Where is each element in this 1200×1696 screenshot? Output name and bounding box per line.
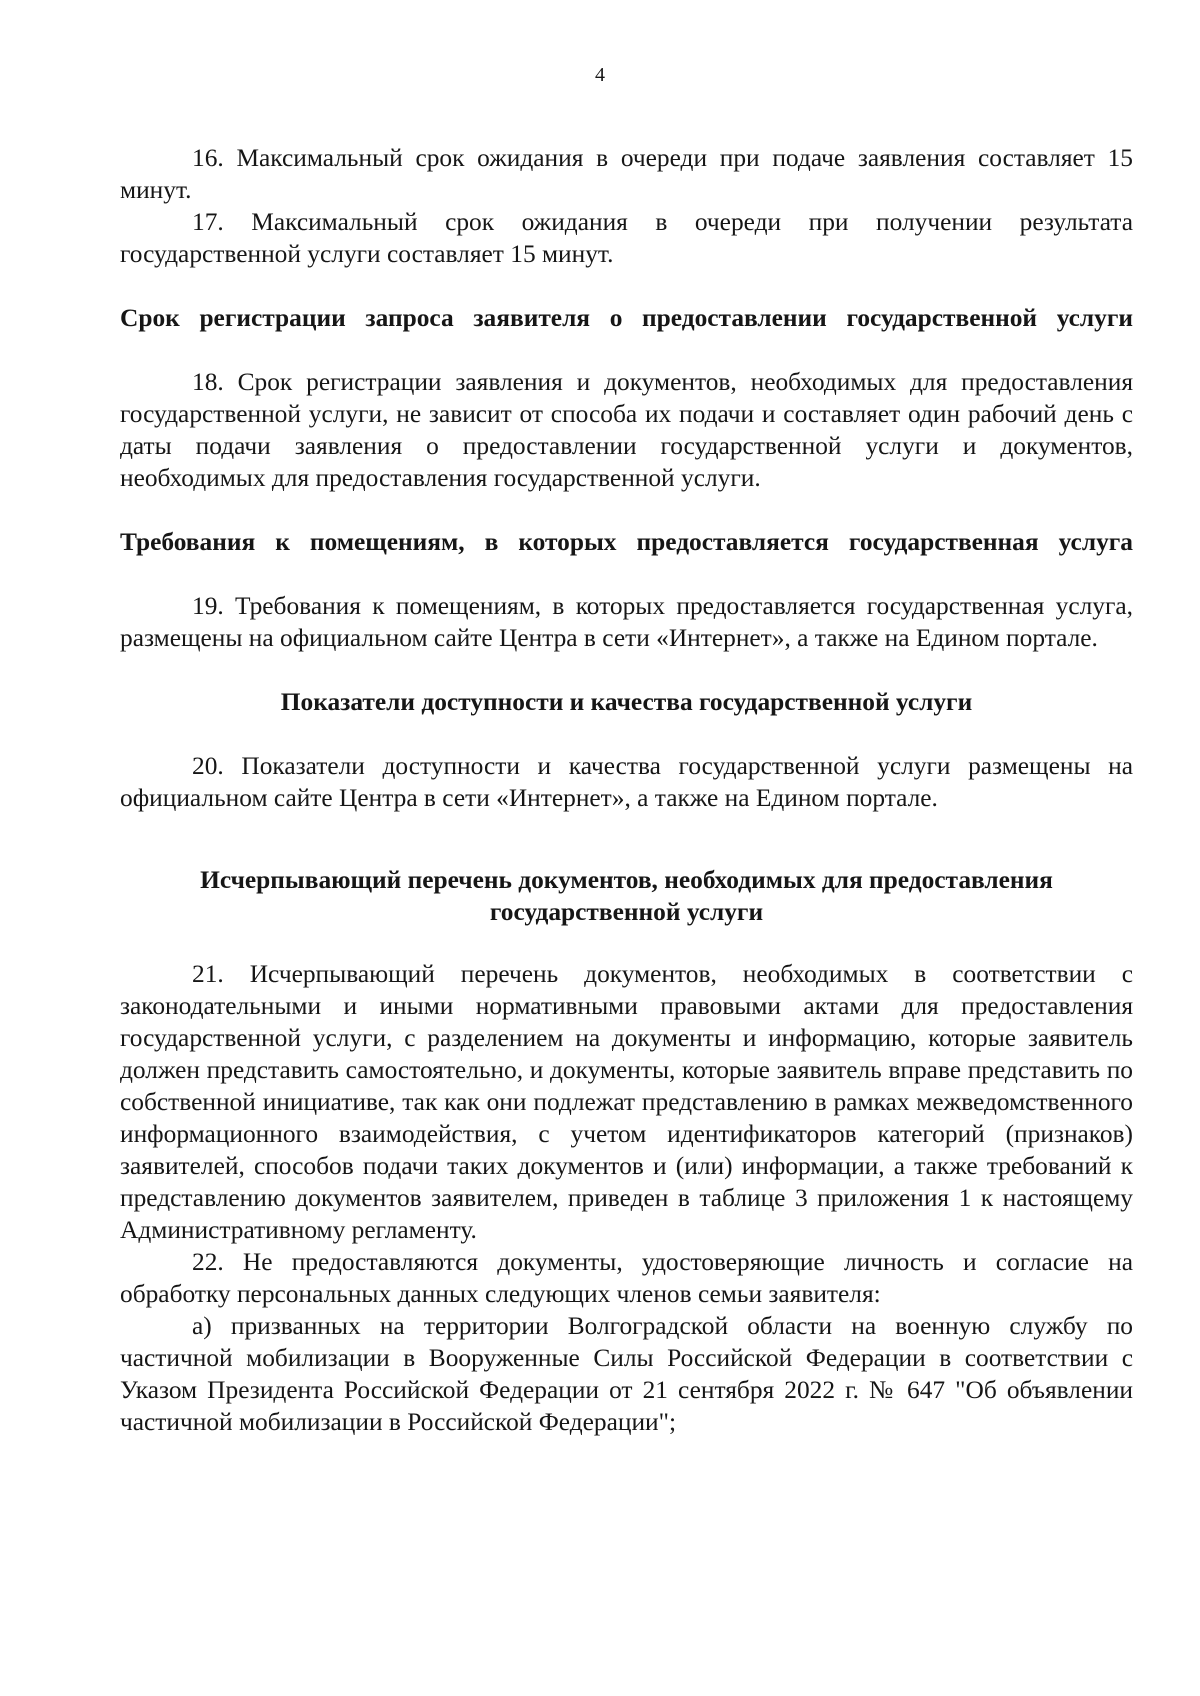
paragraph-16: 16. Максимальный срок ожидания в очереди при подаче заявления составляет 15 минут. [120, 144, 1133, 204]
heading-accessibility-indicators: Показатели доступности и качества государственной услуги [280, 688, 973, 716]
heading-registration-term: Срок регистрации запроса заявителя о предоставлении государственной услуги [120, 304, 1133, 332]
paragraph-18: 18. Срок регистрации заявления и документов, необходимых для предоставления государственной услуги, не зависит от способа их подачи и составляет один рабочий день с даты подачи заявления о предоставлении государственной услуги и документов, необходимых для предоставления государственной услуги. [120, 368, 1133, 492]
paragraph-22: 22. Не предоставляются документы, удостоверяющие личность и согласие на обработку персональных данных следующих членов семьи заявителя: [120, 1248, 1133, 1308]
page-number: 4 [595, 64, 605, 86]
document-body [120, 142, 1133, 1438]
paragraph-21: 21. Исчерпывающий перечень документов, необходимых в соответствии с законодательными и иными нормативными правовыми актами для предоставления государственной услуги, с разделением на документы и информацию, которые заявитель должен представить самостоятельно, и документы, которые заявитель вправе представить по собственной инициативе, так как они подлежат представлению в рамках межведомственного информационного взаимодействия, с учетом идентификаторов категорий (признаков) заявителей, способов подачи таких документов и (или) информации, а также требований к представлению документов заявителем, приведен в таблице 3 приложения 1 к настоящему Административному регламенту. [120, 960, 1133, 1244]
paragraph-22-a: а) призванных на территории Волгоградской области на военную службу по частичной мобилизации в Вооруженные Силы Российской Федерации в соответствии с Указом Президента Российской Федерации от 21 сентября 2022 г. № 647 "Об объявлении частичной мобилизации в Российской Федерации"; [120, 1312, 1133, 1436]
heading-premises-requirements: Требования к помещениям, в которых предоставляется государственная услуга [120, 528, 1133, 556]
heading-documents-list: Исчерпывающий перечень документов, необходимых для предоставления государственной услуги [200, 866, 1053, 926]
paragraph-17: 17. Максимальный срок ожидания в очереди при получении результата государственной услуги составляет 15 минут. [120, 208, 1133, 268]
paragraph-19: 19. Требования к помещениям, в которых предоставляется государственная услуга, размещены на официальном сайте Центра в сети «Интернет», а также на Едином портале. [120, 592, 1133, 652]
paragraph-20: 20. Показатели доступности и качества государственной услуги размещены на официальном сайте Центра в сети «Интернет», а также на Едином портале. [120, 752, 1133, 812]
